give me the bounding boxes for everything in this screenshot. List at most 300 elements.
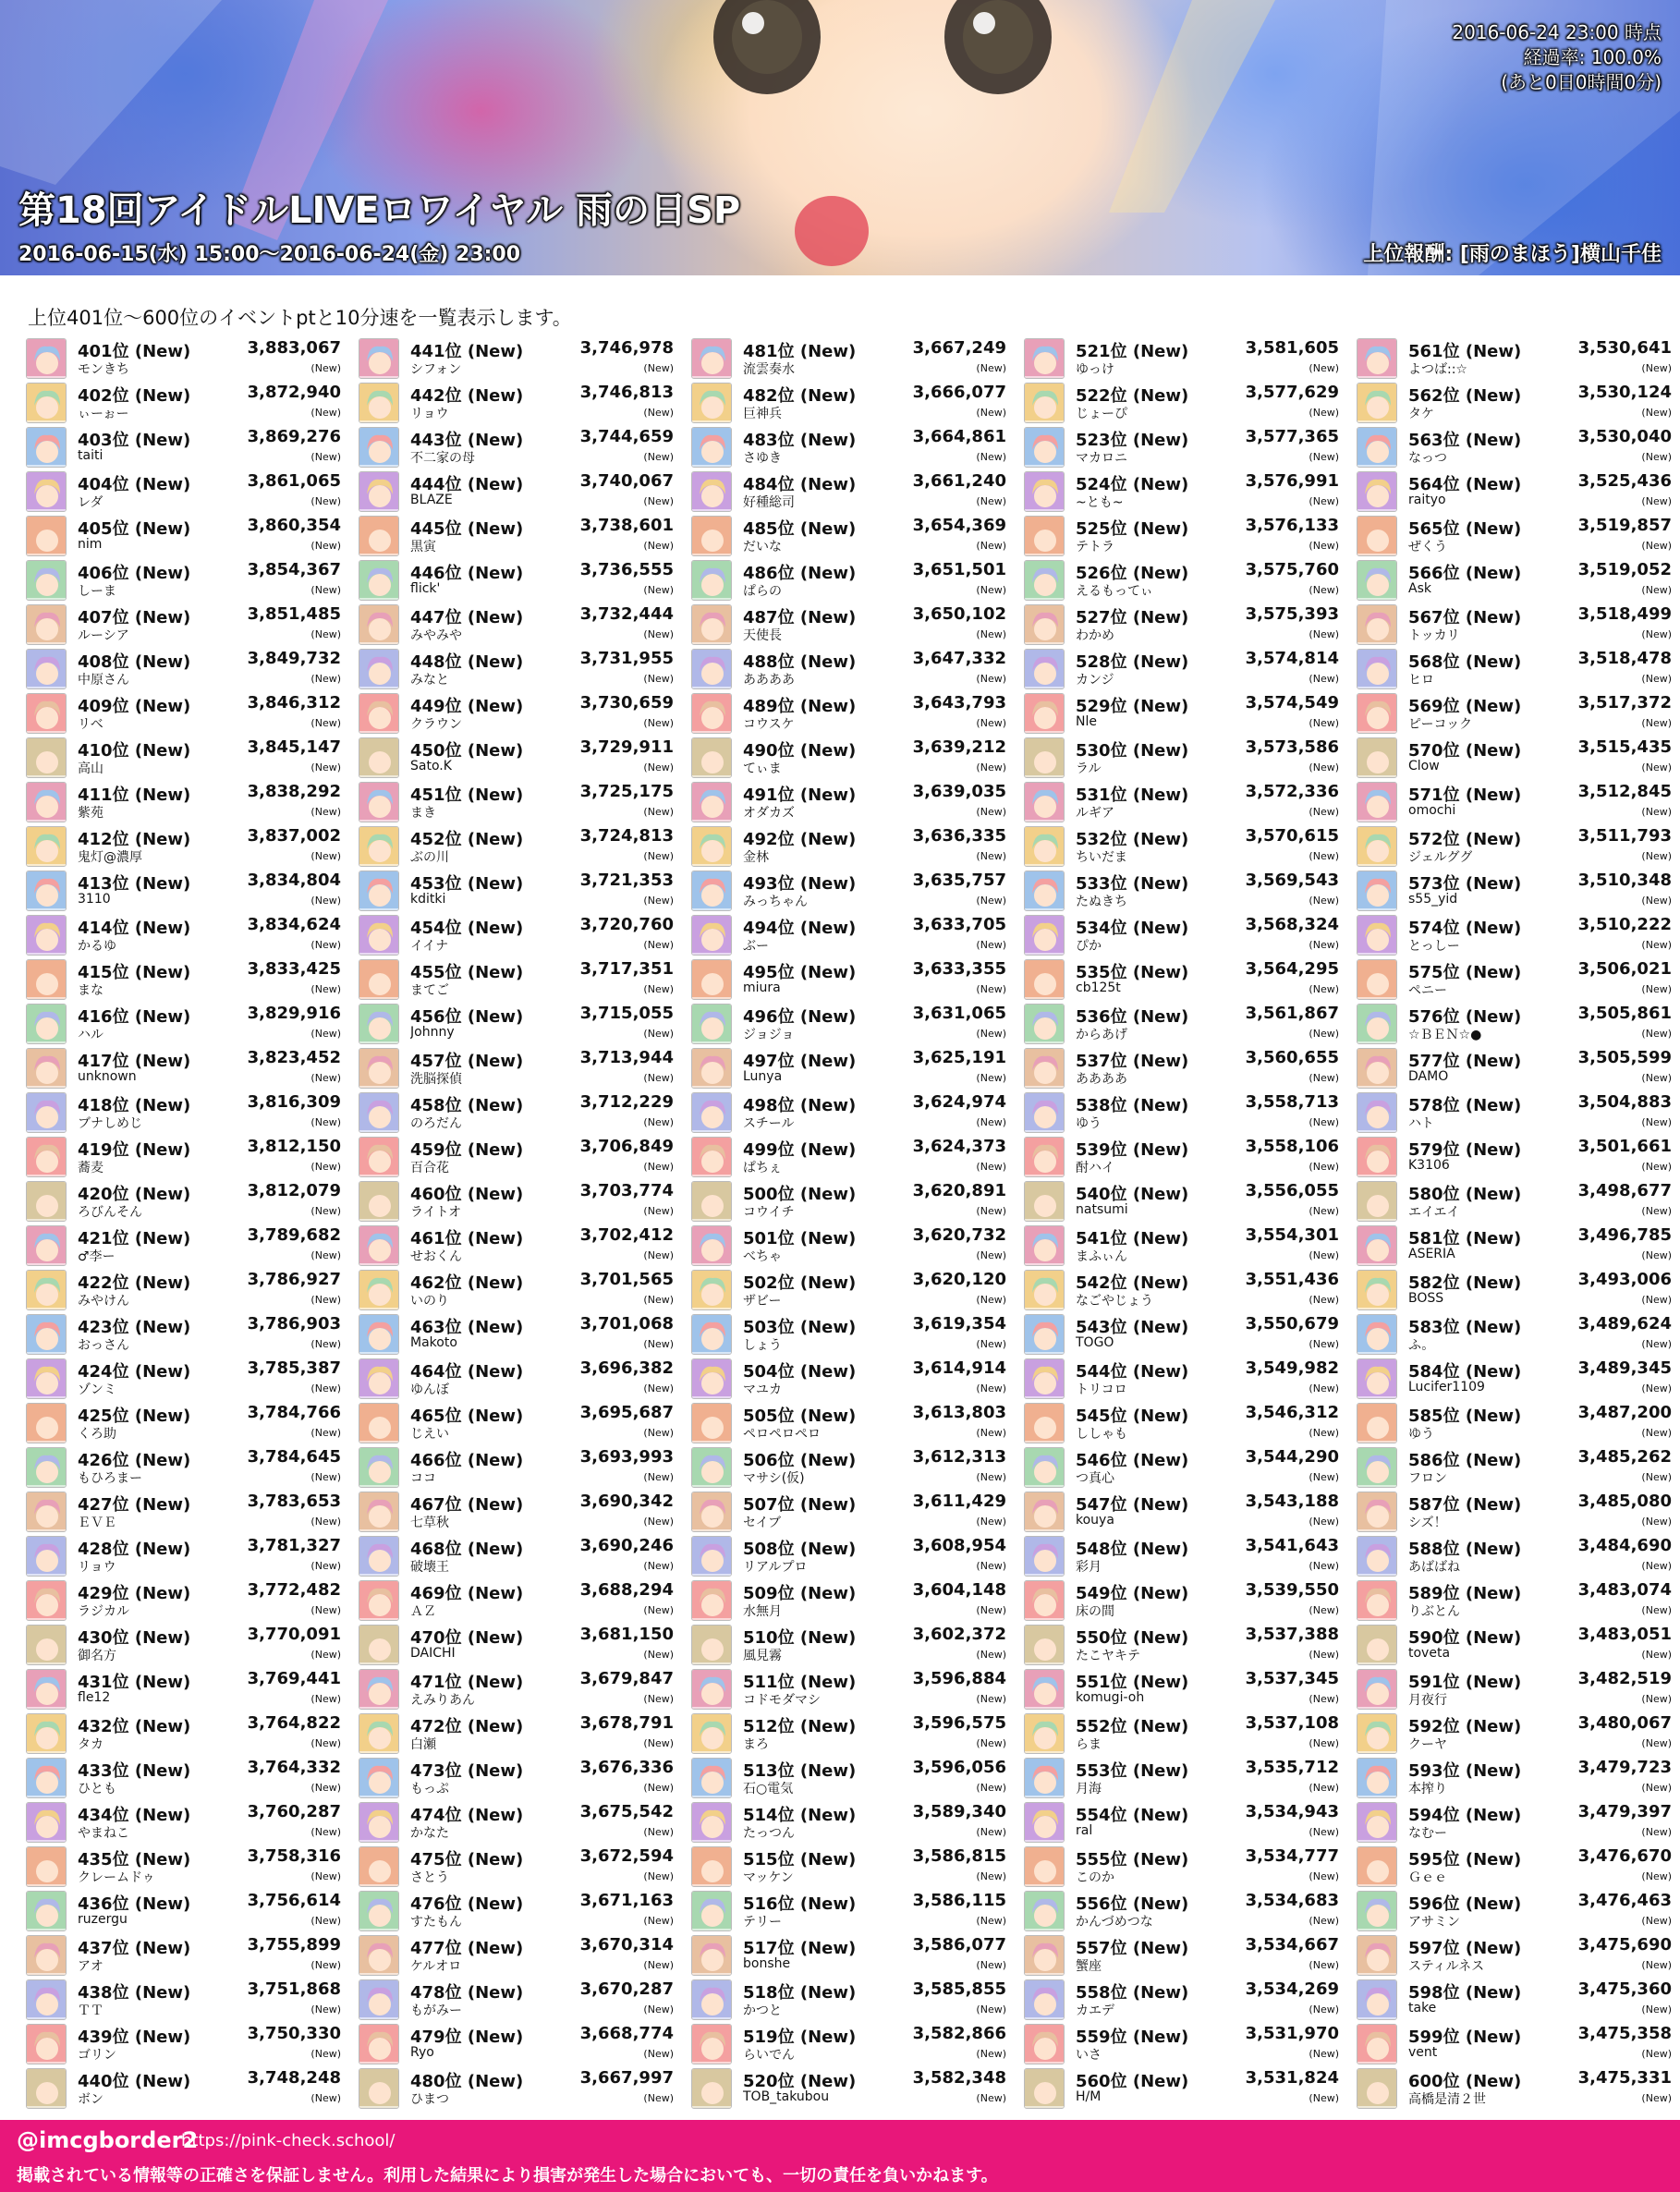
- rank-label: 474位 (New): [410, 1806, 524, 1825]
- event-points: 3,738,601: [579, 516, 674, 535]
- event-points: 3,639,212: [912, 737, 1006, 757]
- ten-minute-speed: (New): [976, 2003, 1006, 2015]
- avatar: [1357, 1048, 1397, 1089]
- rank-label: 497位 (New): [743, 1052, 857, 1071]
- producer-name: クラウン: [410, 717, 462, 732]
- rank-label: 566位 (New): [1408, 564, 1522, 583]
- ten-minute-speed: (New): [643, 1870, 674, 1882]
- rank-label: 579位 (New): [1408, 1140, 1522, 1160]
- ten-minute-speed: (New): [643, 1072, 674, 1084]
- rank-label: 415位 (New): [78, 963, 191, 982]
- avatar: [691, 782, 732, 822]
- table-row: [1021, 512, 1345, 556]
- table-row: [1021, 734, 1345, 778]
- header-banner: [0, 0, 1680, 275]
- avatar: [26, 560, 67, 601]
- table-row: [356, 645, 679, 689]
- producer-name: スティルネス: [1408, 1959, 1485, 1974]
- avatar: [359, 1979, 399, 2020]
- event-points: 3,758,316: [247, 1846, 341, 1866]
- ten-minute-speed: (New): [976, 362, 1006, 374]
- ten-minute-speed: (New): [1309, 1161, 1339, 1173]
- event-points: 3,715,055: [579, 1004, 674, 1023]
- event-points: 3,511,793: [1577, 826, 1672, 846]
- ten-minute-speed: (New): [643, 939, 674, 951]
- avatar: [359, 1891, 399, 1931]
- table-row: [1021, 1266, 1345, 1310]
- event-points: 3,654,369: [912, 516, 1006, 535]
- table-row: [356, 1089, 679, 1133]
- producer-name: ぃーぉー: [78, 407, 129, 421]
- rank-label: 442位 (New): [410, 386, 524, 406]
- ten-minute-speed: (New): [310, 1516, 341, 1528]
- avatar: [26, 2068, 67, 2109]
- producer-name: さとう: [410, 1870, 449, 1885]
- rank-label: 573位 (New): [1408, 874, 1522, 894]
- rank-label: 514位 (New): [743, 1806, 857, 1825]
- producer-name: みやけん: [78, 1294, 129, 1309]
- event-points: 3,556,055: [1245, 1181, 1339, 1200]
- event-points: 3,785,387: [247, 1358, 341, 1378]
- rank-label: 448位 (New): [410, 652, 524, 672]
- producer-name: シズ！: [1408, 1516, 1447, 1530]
- table-row: [688, 1177, 1012, 1222]
- avatar: [359, 1048, 399, 1089]
- producer-name: ああああ: [743, 673, 795, 688]
- producer-name: K3106: [1408, 1158, 1450, 1173]
- avatar: [691, 871, 732, 911]
- avatar: [26, 1314, 67, 1355]
- avatar: [1024, 2024, 1065, 2064]
- rank-label: 511位 (New): [743, 1673, 857, 1692]
- avatar: [691, 693, 732, 734]
- producer-name: ぶの川: [410, 850, 449, 865]
- rank-label: 427位 (New): [78, 1495, 191, 1515]
- table-row: [688, 1976, 1012, 2020]
- rank-label: 414位 (New): [78, 919, 191, 938]
- table-row: [1354, 468, 1677, 512]
- rank-label: 457位 (New): [410, 1052, 524, 1071]
- event-points: 3,696,382: [579, 1358, 674, 1378]
- event-points: 3,613,803: [912, 1403, 1006, 1422]
- rank-label: 470位 (New): [410, 1628, 524, 1648]
- avatar: [359, 1935, 399, 1976]
- event-points: 3,861,065: [247, 471, 341, 491]
- rank-label: 433位 (New): [78, 1761, 191, 1781]
- producer-name: リョウ: [410, 407, 449, 421]
- table-row: [23, 2064, 347, 2109]
- ten-minute-speed: (New): [1641, 983, 1672, 995]
- rank-label: 479位 (New): [410, 2028, 524, 2047]
- ten-minute-speed: (New): [310, 1826, 341, 1838]
- producer-name: 風見霧: [743, 1649, 782, 1663]
- table-row: [1354, 1000, 1677, 1044]
- producer-name: オダカズ: [743, 806, 795, 821]
- rank-label: 418位 (New): [78, 1096, 191, 1115]
- table-row: [23, 1177, 347, 1222]
- rank-label: 426位 (New): [78, 1451, 191, 1470]
- ten-minute-speed: (New): [310, 673, 341, 685]
- event-points: 3,550,679: [1245, 1314, 1339, 1333]
- table-row: [688, 822, 1012, 867]
- rank-label: 423位 (New): [78, 1318, 191, 1337]
- table-row: [1354, 601, 1677, 645]
- ten-minute-speed: (New): [976, 451, 1006, 463]
- producer-name: ＴＴ: [78, 2003, 103, 2018]
- avatar: [691, 915, 732, 956]
- rank-label: 571位 (New): [1408, 785, 1522, 805]
- disclaimer: 掲載されている情報等の正確さを保証しません。利用した結果により損害が発生した場合においても、一切の責任を負いかねます。: [17, 2166, 998, 2186]
- rank-label: 447位 (New): [410, 608, 524, 627]
- ten-minute-speed: (New): [310, 1693, 341, 1705]
- table-row: [1354, 1222, 1677, 1266]
- ten-minute-speed: (New): [310, 1161, 341, 1173]
- rank-label: 468位 (New): [410, 1540, 524, 1559]
- avatar: [691, 427, 732, 468]
- ten-minute-speed: (New): [310, 1249, 341, 1261]
- event-points: 3,860,354: [247, 516, 341, 535]
- avatar: [1024, 1403, 1065, 1443]
- rank-label: 521位 (New): [1076, 342, 1189, 361]
- table-row: [688, 556, 1012, 601]
- producer-name: とっしー: [1408, 939, 1460, 954]
- table-row: [1021, 1443, 1345, 1488]
- table-row: [356, 1000, 679, 1044]
- rank-label: 505位 (New): [743, 1407, 857, 1426]
- ten-minute-speed: (New): [1641, 628, 1672, 640]
- event-points: 3,549,982: [1245, 1358, 1339, 1378]
- producer-name: 鬼灯@濃厚: [78, 850, 142, 865]
- table-row: [23, 1044, 347, 1089]
- ten-minute-speed: (New): [1641, 717, 1672, 729]
- ten-minute-speed: (New): [643, 895, 674, 907]
- table-row: [1021, 1355, 1345, 1399]
- ten-minute-speed: (New): [1641, 2092, 1672, 2104]
- event-points: 3,534,269: [1245, 1979, 1339, 1999]
- table-row: [1021, 556, 1345, 601]
- avatar: [1357, 2024, 1397, 2064]
- event-points: 3,769,441: [247, 1669, 341, 1688]
- rank-label: 523位 (New): [1076, 431, 1189, 450]
- rank-label: 444位 (New): [410, 475, 524, 494]
- avatar: [26, 1580, 67, 1621]
- producer-name: ゴリン: [78, 2048, 116, 2063]
- ten-minute-speed: (New): [1309, 362, 1339, 374]
- avatar: [26, 915, 67, 956]
- event-points: 3,541,643: [1245, 1536, 1339, 1555]
- rank-label: 553位 (New): [1076, 1761, 1189, 1781]
- rank-label: 424位 (New): [78, 1362, 191, 1382]
- avatar: [1024, 871, 1065, 911]
- avatar: [26, 1358, 67, 1399]
- event-points: 3,789,682: [247, 1225, 341, 1245]
- table-row: [356, 1621, 679, 1665]
- twitter-handle[interactable]: @imcgborder2: [17, 2127, 199, 2153]
- rank-label: 410位 (New): [78, 741, 191, 761]
- ten-minute-speed: (New): [643, 1161, 674, 1173]
- event-points: 3,786,927: [247, 1270, 341, 1289]
- table-row: [356, 1355, 679, 1399]
- ten-minute-speed: (New): [643, 1338, 674, 1350]
- event-points: 3,666,077: [912, 383, 1006, 402]
- rank-label: 520位 (New): [743, 2072, 857, 2091]
- event-points: 3,701,565: [579, 1270, 674, 1289]
- table-row: [23, 1488, 347, 1532]
- ten-minute-speed: (New): [310, 362, 341, 374]
- event-points: 3,667,249: [912, 338, 1006, 358]
- producer-name: カエデ: [1076, 2003, 1114, 2018]
- event-points: 3,537,108: [1245, 1713, 1339, 1733]
- producer-name: コドモダマシ: [743, 1693, 821, 1708]
- avatar: [1024, 1270, 1065, 1310]
- producer-name: ゆう: [1076, 1116, 1102, 1131]
- table-row: [356, 379, 679, 423]
- table-row: [1354, 1665, 1677, 1710]
- event-points: 3,712,229: [579, 1092, 674, 1112]
- event-points: 3,620,891: [912, 1181, 1006, 1200]
- table-row: [23, 1000, 347, 1044]
- ten-minute-speed: (New): [976, 1072, 1006, 1084]
- table-row: [356, 822, 679, 867]
- producer-name: Lunya: [743, 1069, 783, 1084]
- table-row: [688, 1488, 1012, 1532]
- producer-name: ボン: [78, 2092, 103, 2107]
- rank-label: 561位 (New): [1408, 342, 1522, 361]
- table-row: [23, 1266, 347, 1310]
- rank-label: 542位 (New): [1076, 1273, 1189, 1293]
- table-row: [1354, 2020, 1677, 2064]
- ten-minute-speed: (New): [1641, 1516, 1672, 1528]
- producer-name: みっちゃん: [743, 895, 808, 909]
- avatar: [1357, 471, 1397, 512]
- event-points: 3,501,661: [1577, 1137, 1672, 1156]
- producer-name: omochi: [1408, 803, 1456, 818]
- rank-label: 547位 (New): [1076, 1495, 1189, 1515]
- event-points: 3,525,436: [1577, 471, 1672, 491]
- table-row: [23, 1443, 347, 1488]
- ten-minute-speed: (New): [1309, 717, 1339, 729]
- rank-label: 585位 (New): [1408, 1407, 1522, 1426]
- producer-name: やまねこ: [78, 1826, 129, 1841]
- table-row: [1354, 1177, 1677, 1222]
- ten-minute-speed: (New): [1641, 1826, 1672, 1838]
- table-row: [1354, 1044, 1677, 1089]
- rank-label: 546位 (New): [1076, 1451, 1189, 1470]
- event-points: 3,772,482: [247, 1580, 341, 1600]
- avatar: [1357, 1536, 1397, 1577]
- table-row: [23, 1621, 347, 1665]
- event-points: 3,585,855: [912, 1979, 1006, 1999]
- table-row: [1021, 2020, 1345, 2064]
- footer-bar: [0, 2120, 1680, 2192]
- ten-minute-speed: (New): [1309, 1737, 1339, 1749]
- rank-label: 549位 (New): [1076, 1584, 1189, 1603]
- producer-name: 白瀬: [410, 1737, 436, 1752]
- event-points: 3,851,485: [247, 604, 341, 624]
- rank-label: 493位 (New): [743, 874, 857, 894]
- event-points: 3,702,412: [579, 1225, 674, 1245]
- rank-label: 404位 (New): [78, 475, 191, 494]
- rank-label: 462位 (New): [410, 1273, 524, 1293]
- event-points: 3,582,866: [912, 2024, 1006, 2043]
- rank-label: 489位 (New): [743, 697, 857, 716]
- avatar: [26, 1403, 67, 1443]
- avatar: [26, 826, 67, 867]
- event-points: 3,475,360: [1577, 1979, 1672, 1999]
- ten-minute-speed: (New): [1309, 895, 1339, 907]
- avatar: [359, 871, 399, 911]
- table-row: [688, 1443, 1012, 1488]
- ten-minute-speed: (New): [643, 1604, 674, 1616]
- event-points: 3,671,163: [579, 1891, 674, 1910]
- table-row: [1354, 867, 1677, 911]
- ten-minute-speed: (New): [976, 1737, 1006, 1749]
- producer-name: ＡＺ: [410, 1604, 436, 1619]
- avatar: [359, 1092, 399, 1133]
- snapshot-info: [1452, 20, 1662, 95]
- event-points: 3,568,324: [1245, 915, 1339, 934]
- event-points: 3,535,712: [1245, 1758, 1339, 1777]
- avatar: [1024, 383, 1065, 423]
- ten-minute-speed: (New): [1641, 895, 1672, 907]
- table-row: [1021, 689, 1345, 734]
- ten-minute-speed: (New): [976, 1427, 1006, 1439]
- ten-minute-speed: (New): [1641, 1604, 1672, 1616]
- table-row: [1354, 379, 1677, 423]
- avatar: [1024, 1048, 1065, 1089]
- event-points: 3,482,519: [1577, 1669, 1672, 1688]
- avatar: [359, 649, 399, 689]
- event-points: 3,577,365: [1245, 427, 1339, 446]
- producer-name: もがみー: [410, 2003, 462, 2018]
- avatar: [1024, 516, 1065, 556]
- avatar: [691, 1403, 732, 1443]
- producer-name: ペロペロペロ: [743, 1427, 821, 1442]
- avatar: [26, 693, 67, 734]
- producer-name: ジェルググ: [1408, 850, 1473, 865]
- rank-label: 564位 (New): [1408, 475, 1522, 494]
- table-row: [688, 2020, 1012, 2064]
- rank-label: 516位 (New): [743, 1894, 857, 1914]
- rank-label: 487位 (New): [743, 608, 857, 627]
- producer-name: cb125t: [1076, 980, 1121, 995]
- producer-name: らま: [1076, 1737, 1102, 1752]
- producer-name: ぱちぇ: [743, 1161, 782, 1175]
- avatar: [359, 826, 399, 867]
- site-link[interactable]: https://pink-check.school/: [181, 2131, 396, 2150]
- rank-label: 496位 (New): [743, 1007, 857, 1027]
- avatar: [1357, 826, 1397, 867]
- ten-minute-speed: (New): [976, 1249, 1006, 1261]
- event-points: 3,475,690: [1577, 1935, 1672, 1955]
- ten-minute-speed: (New): [1641, 540, 1672, 552]
- ten-minute-speed: (New): [310, 2048, 341, 2060]
- ten-minute-speed: (New): [643, 1427, 674, 1439]
- ranking-column: [356, 335, 679, 2109]
- table-row: [23, 734, 347, 778]
- producer-name: まな: [78, 983, 103, 998]
- rank-label: 545位 (New): [1076, 1407, 1189, 1426]
- event-points: 3,701,068: [579, 1314, 674, 1333]
- event-points: 3,643,793: [912, 693, 1006, 712]
- ten-minute-speed: (New): [1641, 1028, 1672, 1040]
- table-row: [1021, 822, 1345, 867]
- event-points: 3,883,067: [247, 338, 341, 358]
- table-row: [1354, 423, 1677, 468]
- table-row: [688, 956, 1012, 1000]
- intro-text: 上位401位～600位のイベントptと10分速を一覧表示します。: [28, 307, 572, 329]
- rank-label: 478位 (New): [410, 1983, 524, 2003]
- event-points: 3,620,732: [912, 1225, 1006, 1245]
- ten-minute-speed: (New): [643, 1737, 674, 1749]
- snapshot-timestamp: 2016-06-24 23:00 時点: [1452, 21, 1662, 43]
- table-row: [356, 335, 679, 379]
- producer-name: Ask: [1408, 581, 1431, 596]
- event-points: 3,570,615: [1245, 826, 1339, 846]
- table-row: [1354, 956, 1677, 1000]
- event-points: 3,837,002: [247, 826, 341, 846]
- producer-name: らいでん: [743, 2048, 795, 2063]
- avatar: [691, 1891, 732, 1931]
- producer-name: kditki: [410, 892, 446, 907]
- event-points: 3,670,314: [579, 1935, 674, 1955]
- rank-label: 562位 (New): [1408, 386, 1522, 406]
- event-points: 3,558,106: [1245, 1137, 1339, 1156]
- event-points: 3,484,690: [1577, 1536, 1672, 1555]
- ten-minute-speed: (New): [1309, 1338, 1339, 1350]
- table-row: [23, 1133, 347, 1177]
- ten-minute-speed: (New): [1309, 1427, 1339, 1439]
- table-row: [688, 335, 1012, 379]
- rank-label: 544位 (New): [1076, 1362, 1189, 1382]
- event-points: 3,554,301: [1245, 1225, 1339, 1245]
- table-row: [1354, 778, 1677, 822]
- producer-name: マカロニ: [1076, 451, 1127, 466]
- event-points: 3,706,849: [579, 1137, 674, 1156]
- avatar: [1024, 915, 1065, 956]
- producer-name: なごやじょう: [1076, 1294, 1153, 1309]
- ten-minute-speed: (New): [976, 806, 1006, 818]
- producer-name: マッケン: [743, 1870, 794, 1885]
- ten-minute-speed: (New): [1309, 1516, 1339, 1528]
- producer-name: ひとも: [78, 1782, 116, 1796]
- producer-name: レダ: [78, 495, 103, 510]
- avatar: [691, 737, 732, 778]
- avatar: [26, 1137, 67, 1177]
- event-points: 3,845,147: [247, 737, 341, 757]
- rank-label: 548位 (New): [1076, 1540, 1189, 1559]
- rank-label: 584位 (New): [1408, 1362, 1522, 1382]
- avatar: [1357, 1225, 1397, 1266]
- rank-label: 484位 (New): [743, 475, 857, 494]
- producer-name: raityo: [1408, 493, 1446, 507]
- producer-name: りぶとん: [1408, 1604, 1460, 1619]
- producer-name: しーま: [78, 584, 116, 599]
- ten-minute-speed: (New): [643, 806, 674, 818]
- event-points: 3,647,332: [912, 649, 1006, 668]
- avatar: [1024, 471, 1065, 512]
- ten-minute-speed: (New): [310, 1205, 341, 1217]
- banner-artwork: [0, 0, 1680, 275]
- event-points: 3,717,351: [579, 959, 674, 979]
- ten-minute-speed: (New): [1309, 850, 1339, 862]
- avatar: [1357, 560, 1397, 601]
- rank-label: 592位 (New): [1408, 1717, 1522, 1736]
- table-row: [688, 1355, 1012, 1399]
- avatar: [359, 1181, 399, 1222]
- avatar: [1357, 782, 1397, 822]
- avatar: [691, 1979, 732, 2020]
